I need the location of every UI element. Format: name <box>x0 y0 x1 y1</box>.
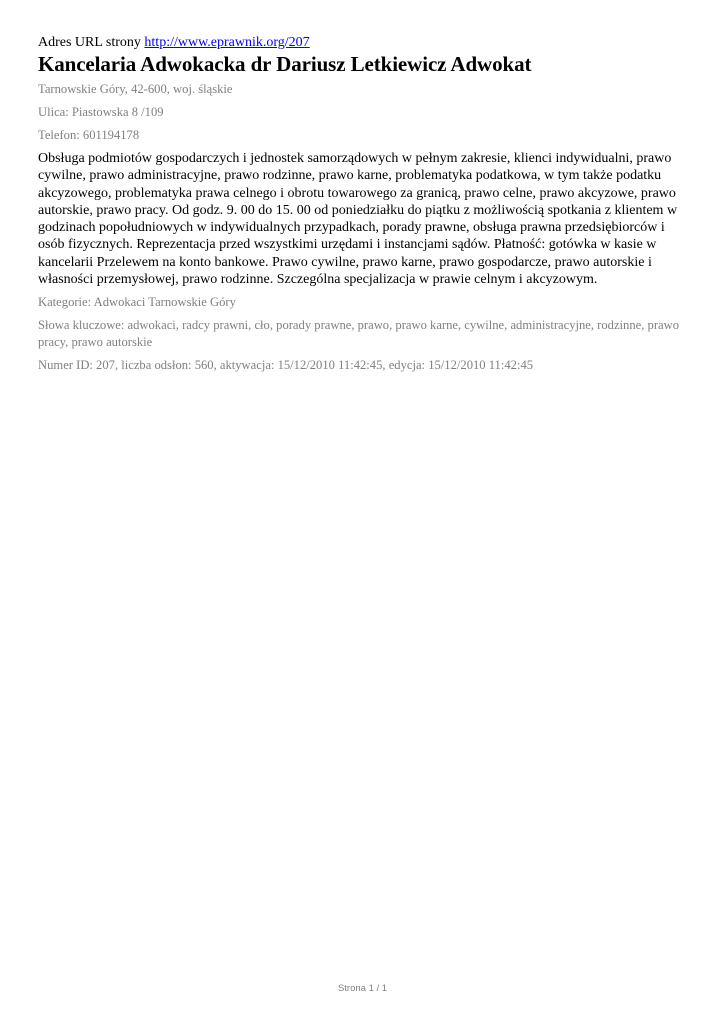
listing-category: Kategorie: Adwokaci Tarnowskie Góry <box>38 295 236 310</box>
listing-phone: Telefon: 601194178 <box>38 128 140 142</box>
listing-street: Ulica: Piastowska 8 /109 <box>38 105 164 119</box>
listing-keywords: Słowa kluczowe: adwokaci, radcy prawni, cło, porady prawne, prawo, prawo karne, cywilne, administracyjne, rodzinne, prawo pracy, prawo autorskie <box>38 318 680 350</box>
listing-description: Obsługa podmiotów gospodarczych i jednostek samorządowych w pełnym zakresie, klienci indywidualni, prawo cywilne, prawo administracyjne, prawo rodzinne, prawo karne, problematyka podatkowa, w tym także podatku akcyzowego, problematyka prawa celnego i obrotu towarowego za granicą, prawo celne, prawo akcyzowe, prawo autorskie, prawo pracy. Od godz. 9. 00 do 15. 00 od poniedziałku do piątku z możliwością spotkania z klientem w godzinach popołudniowych w indywidualnych przypadkach, porady prawne, obsługa prawna przedsiębiorców i osób fizycznych. Reprezentacja przed wszystkimi urzędami i instancjami sądów. Płatność: gotówka w kasie w kancelarii Przelewem na konto bankowe. Prawo cywilne, prawo karne, prawo gospodarcze, prawo autorskie i własności przemysłowej, prawo rodzinne. Szczególna specjalizacja w prawie celnym i akcyzowym. <box>38 151 678 288</box>
page-url-link[interactable]: http://www.eprawnik.org/207 <box>144 35 310 50</box>
page-url-line <box>38 34 690 51</box>
page-footer: Strona 1 / 1 <box>337 983 388 994</box>
listing-id-line: Numer ID: 207, liczba odsłon: 560, aktywacja: 15/12/2010 11:42:45, edycja: 15/12/2010 11:42:45 <box>38 358 534 373</box>
url-prefix-label: Adres URL strony <box>38 35 145 50</box>
listing-title: Kancelaria Adwokacka dr Dariusz Letkiewicz Adwokat <box>38 52 532 76</box>
listing-address: Tarnowskie Góry, 42-600, woj. śląskie <box>38 82 233 96</box>
document-page <box>38 34 690 374</box>
